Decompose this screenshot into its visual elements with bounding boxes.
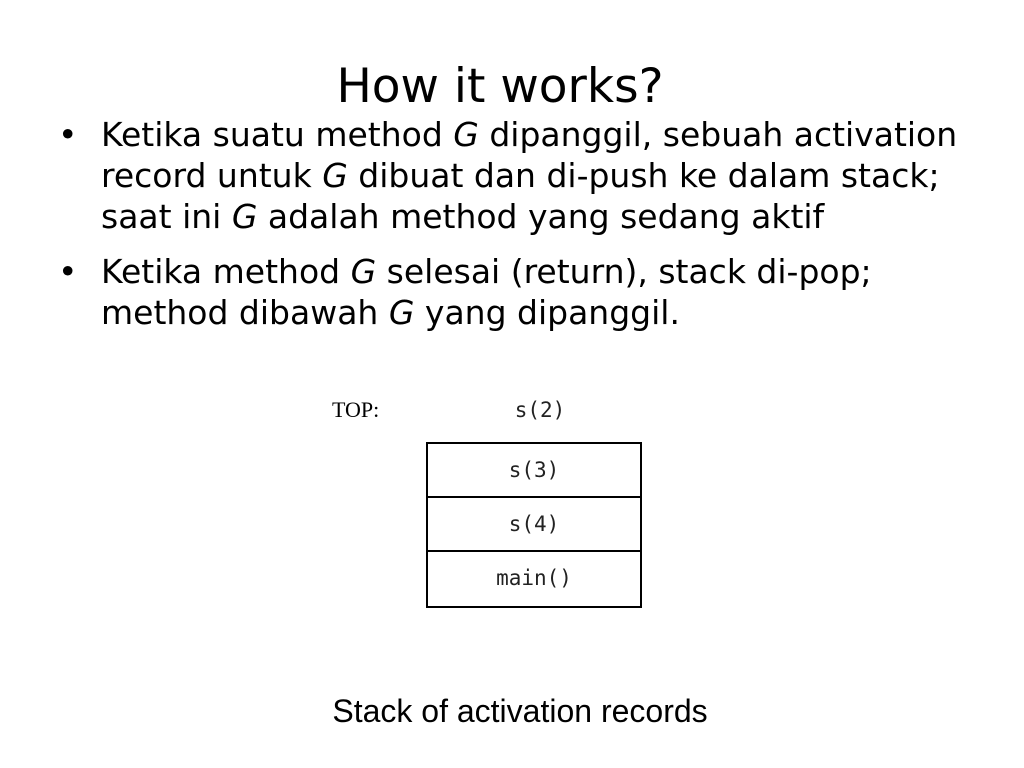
bullet-text-run-italic: G (350, 252, 377, 291)
stack-frame-main: main() (496, 566, 572, 590)
bullet-text-run-italic: G (322, 156, 348, 195)
stack-box (426, 442, 642, 608)
slide-title: How it works? (336, 59, 664, 115)
diagram-caption: Stack of activation records (332, 693, 708, 729)
bullet-text-run: yang dipanggil. (414, 293, 680, 332)
bullet-text-run-italic: G (388, 293, 415, 332)
bullet-text-run: adalah method yang sedang aktif (257, 197, 825, 236)
bullet-marker: • (58, 115, 78, 154)
bullet-text-run: selesai (return), stack di-pop; method dibawah (101, 252, 872, 332)
stack-frame-s4: s(4) (428, 498, 640, 552)
bullet-text-run: Ketika method (101, 252, 351, 291)
bullet-text-run-italic: G (231, 197, 258, 236)
bullet-text-run: dipanggil, sebuah activation record untuk (101, 115, 958, 195)
bullet-text-run: Ketika suatu method (101, 115, 454, 154)
bullet-item (58, 114, 978, 237)
bullet-list (58, 114, 978, 347)
bullet-marker: • (58, 252, 78, 291)
top-pointer-label: TOP: (332, 397, 380, 422)
stack-frame-s3: s(3) (428, 444, 640, 498)
activation-stack-diagram (320, 392, 660, 622)
bullet-text-run: dibuat dan di-push ke dalam stack; saat ini (101, 156, 940, 236)
bullet-text-run-italic: G (453, 115, 479, 154)
bullet-item (58, 251, 978, 333)
top-activation-record: s(2) (514, 398, 566, 422)
bullet-text (101, 252, 872, 332)
bullet-text (101, 115, 957, 236)
